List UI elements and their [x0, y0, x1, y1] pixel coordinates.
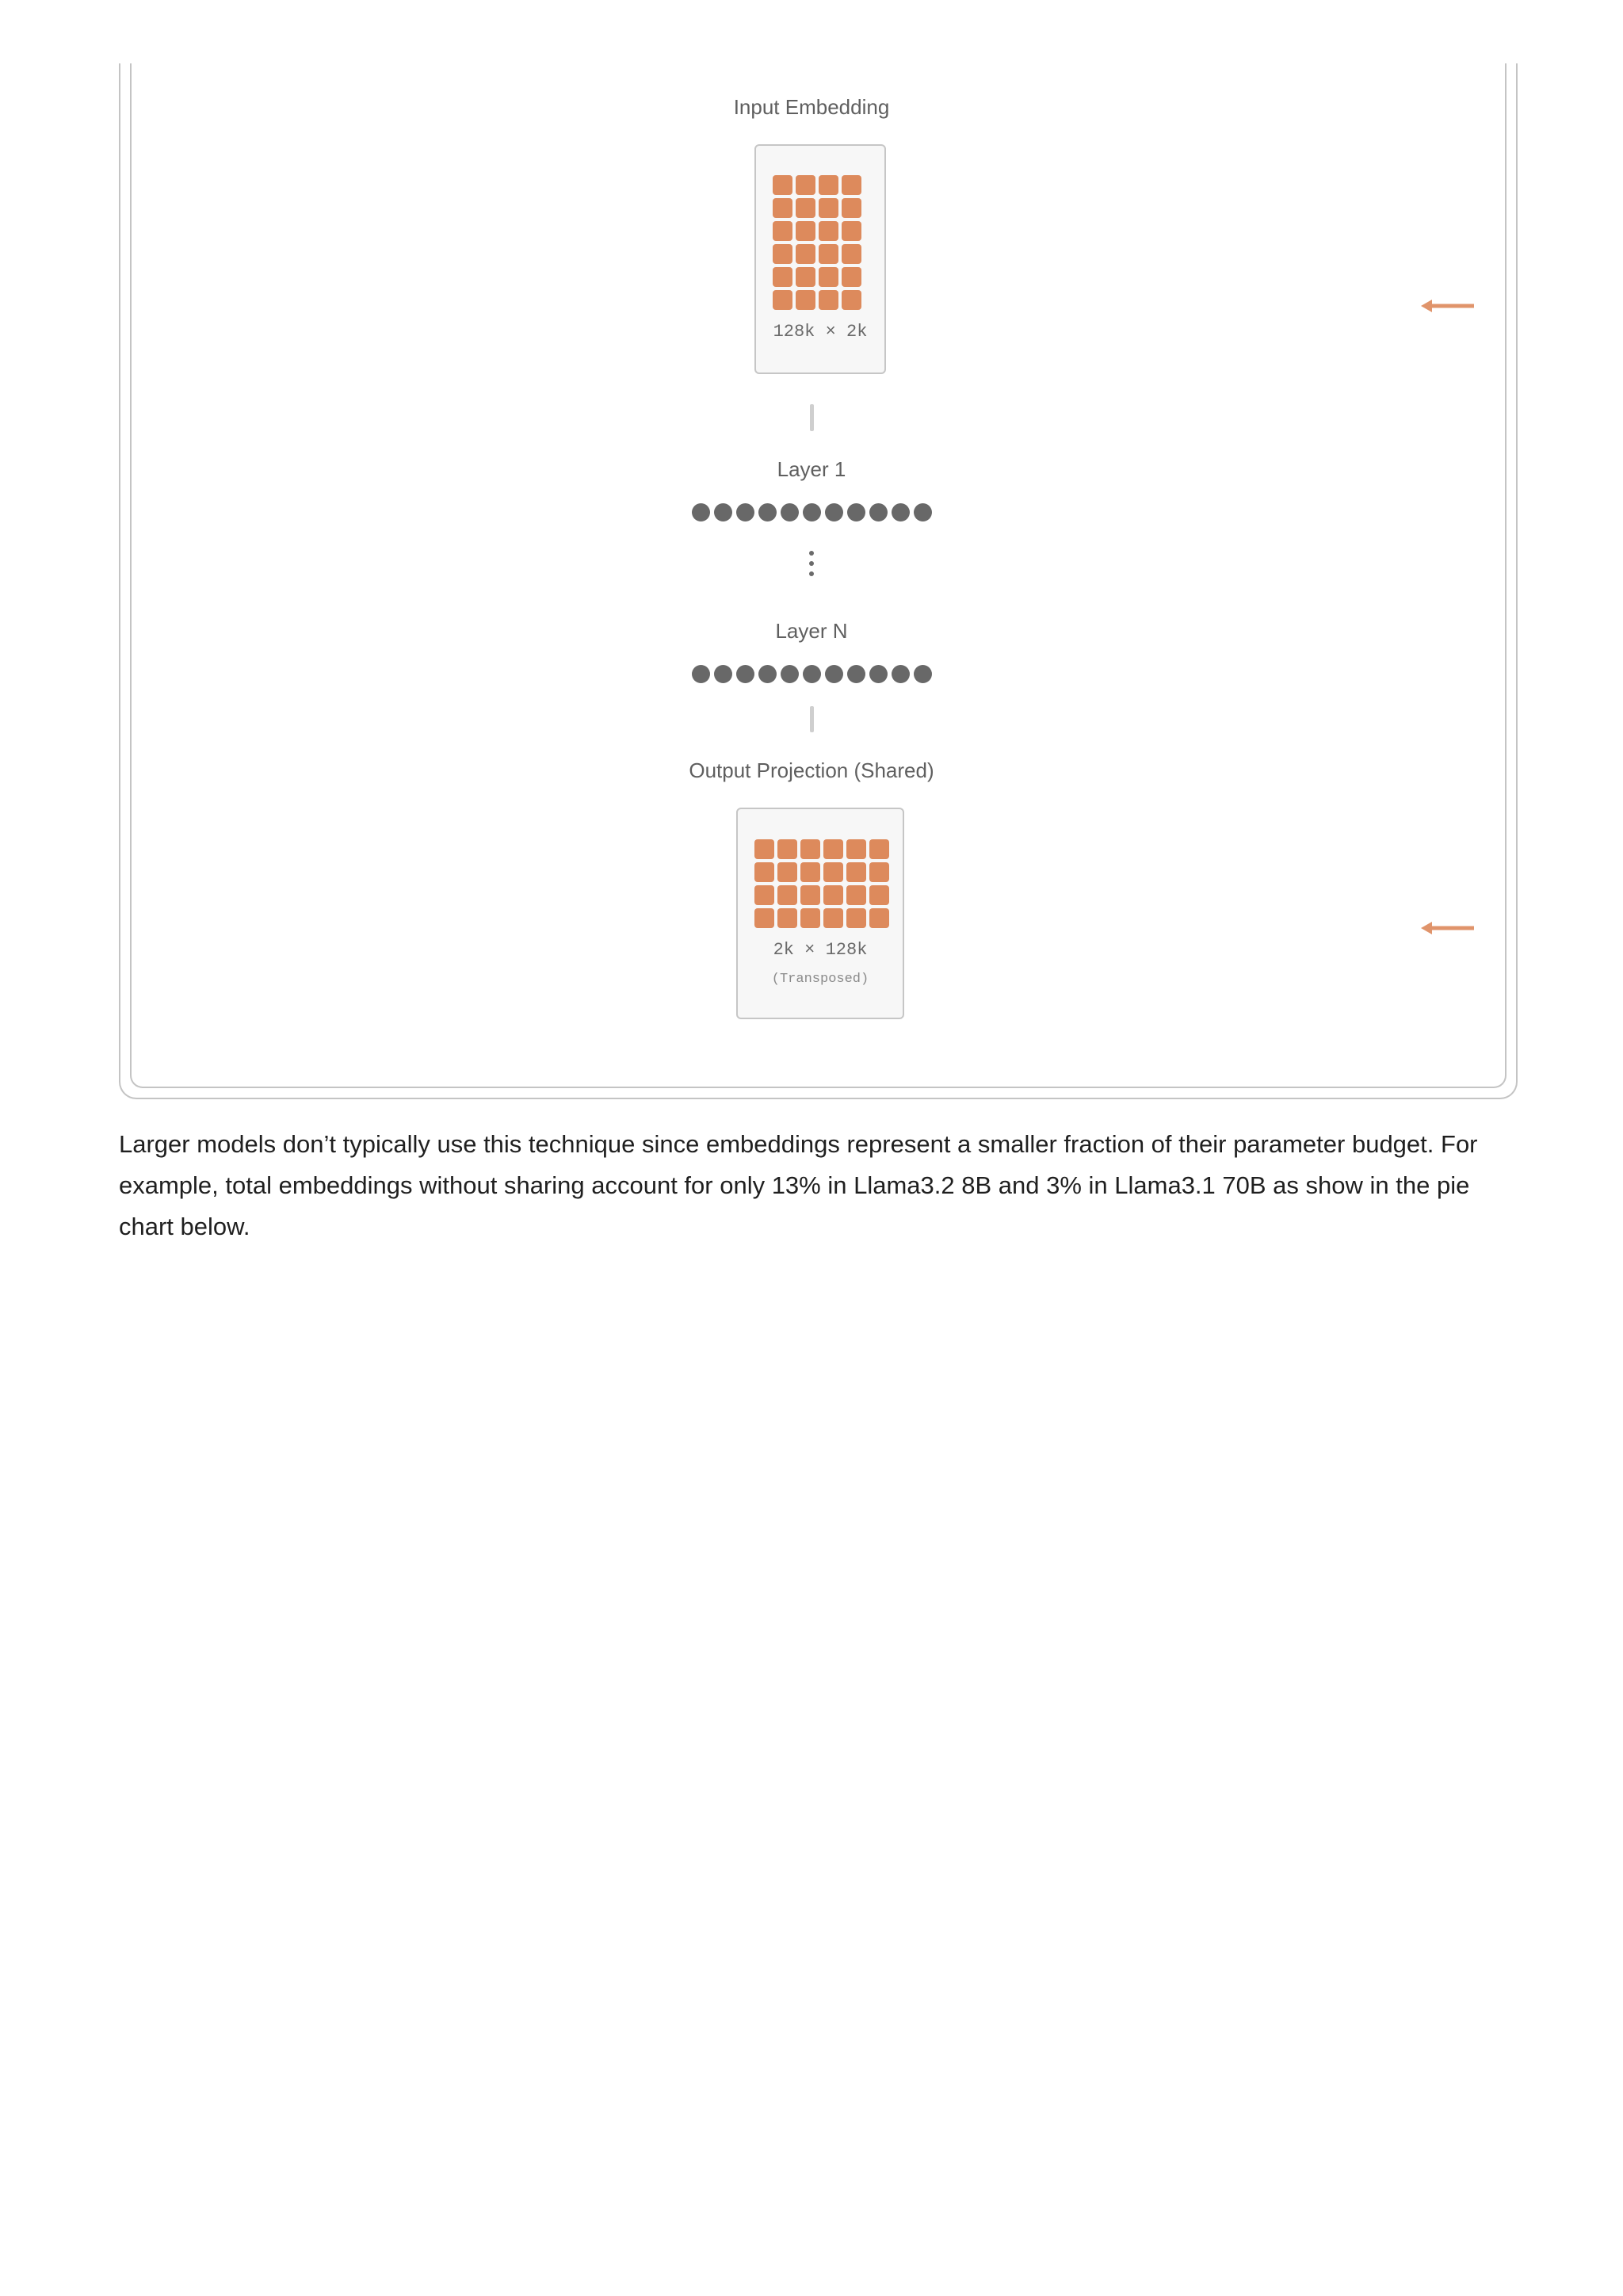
neuron-dot	[714, 503, 732, 521]
layer-1-label: Layer 1	[777, 457, 846, 481]
matrix-cell	[842, 267, 861, 287]
layer-n-neurons	[0, 665, 1623, 683]
output-projection-matrix	[736, 808, 904, 1019]
neuron-dot	[825, 665, 843, 683]
matrix-cell	[773, 175, 792, 195]
matrix-cell	[846, 885, 866, 905]
matrix-cell	[777, 839, 797, 859]
matrix-cell	[869, 862, 889, 882]
matrix-cell	[819, 290, 838, 310]
matrix-cell	[869, 839, 889, 859]
neuron-dot	[803, 665, 821, 683]
layer-1-neurons	[0, 503, 1623, 521]
matrix-cell	[773, 267, 792, 287]
matrix-cell	[754, 885, 774, 905]
neuron-dot	[692, 665, 710, 683]
matrix-cell	[800, 885, 820, 905]
output-projection-note: (Transposed)	[771, 972, 869, 987]
matrix-cell	[846, 862, 866, 882]
neuron-dot	[914, 503, 932, 521]
neuron-dot	[869, 503, 888, 521]
matrix-cell	[800, 862, 820, 882]
weight-tie-bracket	[1432, 306, 1474, 928]
arrowhead-top	[1421, 300, 1432, 312]
neuron-dot	[847, 665, 865, 683]
matrix-cell	[842, 221, 861, 241]
matrix-cell	[796, 267, 815, 287]
neuron-dot	[914, 665, 932, 683]
matrix-cell	[842, 198, 861, 218]
neuron-dot	[781, 503, 799, 521]
matrix-cell	[800, 908, 820, 928]
input-embedding-grid	[773, 175, 861, 310]
connector-line-top	[810, 404, 814, 431]
matrix-cell	[842, 244, 861, 264]
matrix-cell	[842, 290, 861, 310]
matrix-cell	[773, 290, 792, 310]
neuron-dot	[847, 503, 865, 521]
matrix-cell	[773, 244, 792, 264]
matrix-cell	[796, 175, 815, 195]
matrix-cell	[846, 839, 866, 859]
matrix-cell	[777, 908, 797, 928]
matrix-cell	[800, 839, 820, 859]
matrix-cell	[823, 862, 843, 882]
matrix-cell	[796, 198, 815, 218]
matrix-cell	[777, 862, 797, 882]
ellipsis-dot	[809, 561, 814, 566]
matrix-cell	[823, 885, 843, 905]
neuron-dot	[736, 503, 754, 521]
body-paragraph: Larger models don’t typically use this technique since embeddings represent a smaller fraction of their parameter budget. For example, total embeddings without sharing account for only 13% in Llama3.2 8B and 3% in Llama3.1 70B as show in the pie chart below.	[119, 1130, 1478, 1240]
arrowhead-bottom	[1421, 922, 1432, 934]
matrix-cell	[823, 839, 843, 859]
matrix-cell	[819, 221, 838, 241]
neuron-dot	[781, 665, 799, 683]
matrix-cell	[777, 885, 797, 905]
weight-tie-arrow	[1411, 285, 1474, 935]
matrix-cell	[796, 244, 815, 264]
matrix-cell	[796, 221, 815, 241]
neuron-dot	[803, 503, 821, 521]
ellipsis-dot	[809, 571, 814, 576]
matrix-cell	[754, 839, 774, 859]
matrix-cell	[819, 267, 838, 287]
neuron-dot	[869, 665, 888, 683]
neuron-dot	[736, 665, 754, 683]
neuron-dot	[714, 665, 732, 683]
matrix-cell	[819, 175, 838, 195]
output-projection-dims: 2k × 128k	[773, 940, 868, 960]
matrix-cell	[869, 908, 889, 928]
neuron-dot	[892, 503, 910, 521]
matrix-cell	[773, 221, 792, 241]
matrix-cell	[754, 908, 774, 928]
matrix-cell	[754, 862, 774, 882]
matrix-cell	[796, 290, 815, 310]
matrix-cell	[846, 908, 866, 928]
matrix-cell	[819, 244, 838, 264]
ellipsis-dot	[809, 551, 814, 556]
layer-n-label: Layer N	[775, 619, 848, 643]
input-embedding-title: Input Embedding	[733, 95, 890, 119]
output-projection-title: Output Projection (Shared)	[689, 758, 934, 782]
neuron-dot	[892, 665, 910, 683]
input-embedding-matrix	[754, 144, 886, 374]
input-embedding-dims: 128k × 2k	[773, 322, 868, 342]
neuron-dot	[825, 503, 843, 521]
neuron-dot	[758, 665, 777, 683]
matrix-cell	[819, 198, 838, 218]
neuron-dot	[692, 503, 710, 521]
matrix-cell	[773, 198, 792, 218]
connector-line-bottom	[810, 706, 814, 732]
output-projection-grid	[754, 839, 889, 928]
matrix-cell	[823, 908, 843, 928]
matrix-cell	[869, 885, 889, 905]
matrix-cell	[842, 175, 861, 195]
neuron-dot	[758, 503, 777, 521]
